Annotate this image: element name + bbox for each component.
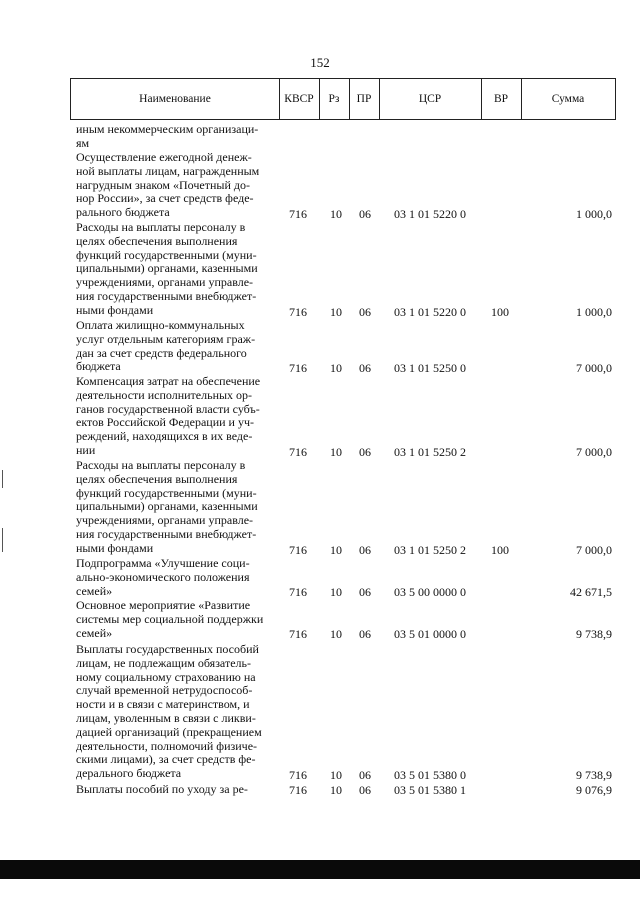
row-kvsr: 716 bbox=[289, 783, 307, 797]
row-name: Осуществление ежегодной денеж- ной выплаты лицам, награжденным нагрудным знаком «Почетный до- нор России», за счет средств феде- рального бюджета bbox=[76, 150, 260, 220]
row-csr: 03 5 01 0000 0 bbox=[394, 627, 466, 641]
table-row bbox=[0, 151, 640, 221]
header-rz: Рз bbox=[328, 93, 340, 105]
table-row bbox=[0, 459, 640, 557]
row-name: Оплата жилищно-коммунальных услуг отдельным категориям граж- дан за счет средств федерального бюджета bbox=[76, 318, 256, 374]
row-kvsr: 716 bbox=[289, 207, 307, 221]
row-rz: 10 bbox=[330, 585, 342, 599]
row-pr: 06 bbox=[359, 627, 371, 641]
header-vr: ВР bbox=[493, 93, 509, 105]
row-kvsr: 716 bbox=[289, 445, 307, 459]
row-pr: 06 bbox=[359, 768, 371, 782]
scan-artifact bbox=[2, 470, 3, 488]
scan-artifact bbox=[2, 528, 3, 552]
table-row bbox=[0, 557, 640, 599]
row-name: Компенсация затрат на обеспечение деятельности исполнительных ор- ганов государственной власти субъ- ектов Российской Федерации и уч- реждений, находящихся в их веде- нии bbox=[76, 374, 261, 457]
row-kvsr: 716 bbox=[289, 543, 307, 557]
row-pr: 06 bbox=[359, 783, 371, 797]
row-name: Расходы на выплаты персоналу в целях обеспечения выполнения функций государственными (муни- ципальными) органами, казенными учреждениями, органами управле- ния государственными внебюджет- ными фондами bbox=[76, 458, 258, 555]
header-name: Наименование bbox=[139, 93, 211, 105]
row-rz: 10 bbox=[330, 543, 342, 557]
row-sum: 1 000,0 bbox=[576, 305, 612, 319]
row-sum: 7 000,0 bbox=[576, 445, 612, 459]
row-csr: 03 5 01 5380 1 bbox=[394, 783, 466, 797]
header-sum: Сумма bbox=[551, 93, 585, 105]
row-rz: 10 bbox=[330, 445, 342, 459]
row-rz: 10 bbox=[330, 361, 342, 375]
row-csr: 03 1 01 5220 0 bbox=[394, 207, 466, 221]
row-rz: 10 bbox=[330, 783, 342, 797]
row-kvsr: 716 bbox=[289, 585, 307, 599]
row-csr: 03 1 01 5250 2 bbox=[394, 445, 466, 459]
table-row bbox=[0, 221, 640, 319]
table-row bbox=[0, 123, 640, 151]
row-pr: 06 bbox=[359, 361, 371, 375]
row-name: Основное мероприятие «Развитие системы мер социальной поддержки семей» bbox=[76, 598, 264, 640]
header-csr: ЦСР bbox=[418, 93, 442, 105]
page-number: 152 bbox=[310, 55, 330, 70]
row-csr: 03 1 01 5220 0 bbox=[394, 305, 466, 319]
table-row bbox=[0, 319, 640, 375]
row-sum: 7 000,0 bbox=[576, 361, 612, 375]
row-sum: 9 738,9 bbox=[576, 768, 612, 782]
row-kvsr: 716 bbox=[289, 361, 307, 375]
row-rz: 10 bbox=[330, 305, 342, 319]
row-kvsr: 716 bbox=[289, 627, 307, 641]
row-pr: 06 bbox=[359, 207, 371, 221]
row-rz: 10 bbox=[330, 207, 342, 221]
row-kvsr: 716 bbox=[289, 768, 307, 782]
row-kvsr: 716 bbox=[289, 305, 307, 319]
table-row bbox=[0, 643, 640, 783]
row-sum: 7 000,0 bbox=[576, 543, 612, 557]
row-pr: 06 bbox=[359, 445, 371, 459]
row-vr: 100 bbox=[491, 543, 509, 557]
row-csr: 03 5 01 5380 0 bbox=[394, 768, 466, 782]
table-header bbox=[70, 78, 616, 120]
row-rz: 10 bbox=[330, 768, 342, 782]
row-name: Выплаты пособий по уходу за ре- bbox=[76, 782, 248, 796]
row-vr: 100 bbox=[491, 305, 509, 319]
row-sum: 9 076,9 bbox=[576, 783, 612, 797]
row-rz: 10 bbox=[330, 627, 342, 641]
row-name: Выплаты государственных пособий лицам, не подлежащим обязатель- ному социальному страхованию на случай временной нетрудоспособ- ности и в связи с материнством, и лицам, уволенным в связи с ликви- дацией организаций (прекращением деятельности, полномочий физиче- скими лицами), за счет средств фе- дерального бюджета bbox=[76, 642, 262, 781]
row-name: Расходы на выплаты персоналу в целях обеспечения выполнения функций государственными (муни- ципальными) органами, казенными учреждениями, органами управле- ния государственными внебюджет- ными фондами bbox=[76, 220, 258, 317]
row-sum: 1 000,0 bbox=[576, 207, 612, 221]
row-sum: 42 671,5 bbox=[570, 585, 612, 599]
row-sum: 9 738,9 bbox=[576, 627, 612, 641]
row-name: Подпрограмма «Улучшение соци- ально-экономического положения семей» bbox=[76, 556, 250, 598]
scan-edge-bar bbox=[0, 860, 640, 879]
row-csr: 03 1 01 5250 2 bbox=[394, 543, 466, 557]
header-kvsr: КВСР bbox=[284, 93, 314, 105]
header-pr: ПР bbox=[356, 93, 372, 105]
table-row bbox=[0, 599, 640, 641]
table-row bbox=[0, 375, 640, 459]
table-row bbox=[0, 783, 640, 799]
row-pr: 06 bbox=[359, 305, 371, 319]
row-pr: 06 bbox=[359, 543, 371, 557]
row-csr: 03 5 00 0000 0 bbox=[394, 585, 466, 599]
row-name: иным некоммерческим организаци- ям bbox=[76, 122, 259, 150]
row-csr: 03 1 01 5250 0 bbox=[394, 361, 466, 375]
row-pr: 06 bbox=[359, 585, 371, 599]
